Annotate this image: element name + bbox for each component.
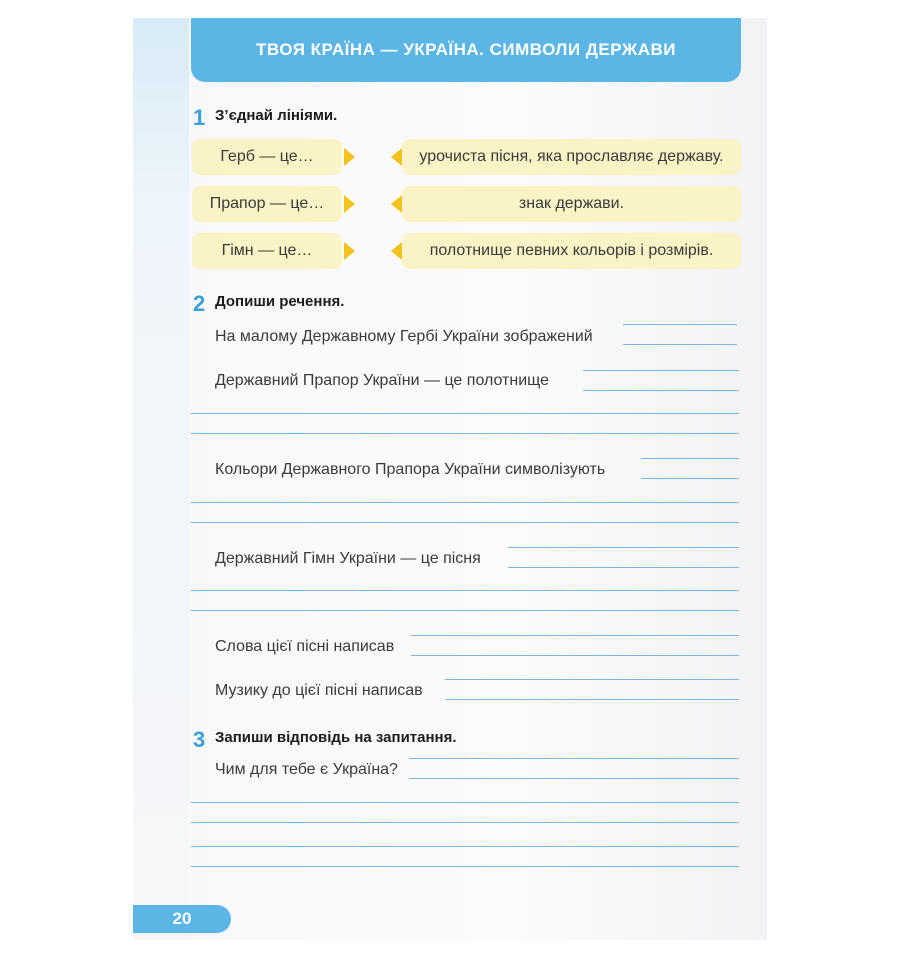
match-left-label: Герб — це… bbox=[220, 148, 314, 165]
arrow-left-icon bbox=[391, 148, 402, 166]
match-right-flag-def[interactable] bbox=[402, 233, 741, 269]
answer-line[interactable] bbox=[191, 802, 739, 803]
sentence-3: Кольори Державного Прапора України символізують bbox=[215, 461, 606, 478]
answer-line[interactable] bbox=[445, 679, 739, 680]
arrow-left-icon bbox=[391, 242, 402, 260]
sentence-5: Слова цієї пісні написав bbox=[215, 638, 395, 655]
arrow-right-icon bbox=[344, 242, 355, 260]
answer-line[interactable] bbox=[409, 758, 739, 759]
match-left-label: Гімн — це… bbox=[221, 242, 313, 259]
match-right-label: знак держави. bbox=[518, 195, 625, 212]
match-left-flag[interactable] bbox=[192, 186, 342, 222]
page-title: ТВОЯ КРАЇНА — УКРАЇНА. СИМВОЛИ ДЕРЖАВИ bbox=[255, 40, 676, 59]
page-number bbox=[133, 905, 231, 933]
match-left-label: Прапор — це… bbox=[209, 195, 325, 212]
arrow-right-icon bbox=[344, 148, 355, 166]
task-2-number: 2 bbox=[193, 291, 206, 316]
page-header bbox=[191, 18, 741, 82]
answer-line[interactable] bbox=[508, 567, 739, 568]
sentence-1: На малому Державному Гербі України зображений bbox=[215, 328, 593, 345]
page-number-label: 20 bbox=[172, 909, 192, 928]
answer-line[interactable] bbox=[641, 478, 739, 479]
workbook-page bbox=[133, 18, 767, 940]
answer-line[interactable] bbox=[191, 433, 739, 434]
match-right-label: полотнище певних кольорів і розмірів. bbox=[429, 242, 714, 259]
task-3-number: 3 bbox=[193, 727, 206, 752]
task-2-title: Допиши речення. bbox=[215, 293, 345, 310]
answer-line[interactable] bbox=[641, 458, 739, 459]
answer-line[interactable] bbox=[191, 413, 739, 414]
answer-line[interactable] bbox=[191, 502, 739, 503]
answer-line[interactable] bbox=[411, 655, 739, 656]
match-right-anthem-def[interactable] bbox=[402, 139, 741, 175]
answer-line[interactable] bbox=[191, 866, 739, 867]
task-1-number: 1 bbox=[193, 105, 206, 130]
answer-line[interactable] bbox=[508, 547, 739, 548]
question: Чим для тебе є Україна? bbox=[215, 761, 398, 778]
answer-line[interactable] bbox=[409, 778, 739, 779]
match-left-anthem[interactable] bbox=[192, 233, 342, 269]
answer-line[interactable] bbox=[191, 590, 739, 591]
answer-line[interactable] bbox=[191, 610, 739, 611]
answer-line[interactable] bbox=[623, 324, 737, 325]
sentence-6: Музику до цієї пісні написав bbox=[215, 682, 423, 699]
match-right-label: урочиста пісня, яка прославляє державу. bbox=[419, 148, 724, 165]
answer-line[interactable] bbox=[191, 822, 739, 823]
arrow-left-icon bbox=[391, 195, 402, 213]
match-right-emblem-def[interactable] bbox=[402, 186, 741, 222]
page-margin-decoration bbox=[133, 18, 189, 940]
answer-line[interactable] bbox=[191, 522, 739, 523]
sentence-4: Державний Гімн України — це пісня bbox=[215, 550, 481, 567]
match-left-coat-of-arms[interactable] bbox=[192, 139, 342, 175]
answer-line[interactable] bbox=[583, 390, 739, 391]
sentence-2: Державний Прапор України — це полотнище bbox=[215, 372, 550, 389]
answer-line[interactable] bbox=[445, 699, 739, 700]
answer-line[interactable] bbox=[623, 344, 737, 345]
answer-line[interactable] bbox=[191, 846, 739, 847]
task-1-title: З’єднай лініями. bbox=[215, 107, 338, 124]
task-3-title: Запиши відповідь на запитання. bbox=[215, 729, 457, 746]
arrow-right-icon bbox=[344, 195, 355, 213]
answer-line[interactable] bbox=[583, 370, 739, 371]
answer-line[interactable] bbox=[411, 635, 739, 636]
